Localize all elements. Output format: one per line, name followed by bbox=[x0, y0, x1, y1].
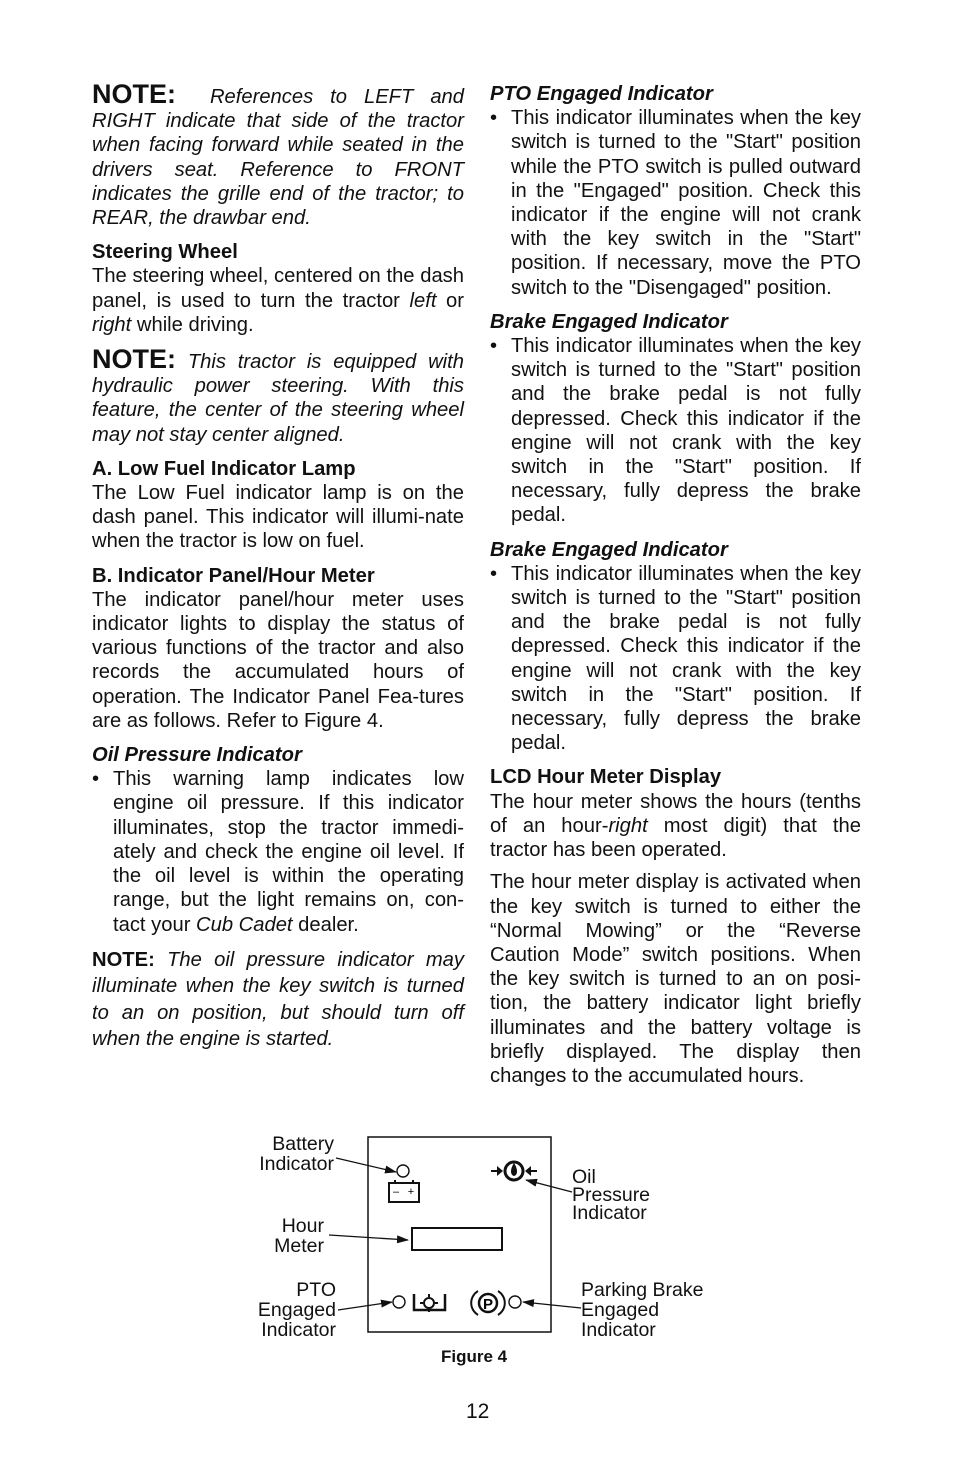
label-hour-meter bbox=[224, 1216, 324, 1256]
steering-text: The steering wheel, centered on the dash panel, is used to turn the tractor bbox=[92, 265, 464, 312]
steering-right-word: right bbox=[92, 313, 132, 336]
lcd-text-end: most digit) that the tractor has been operated. bbox=[490, 814, 861, 862]
bullet-dot: • bbox=[490, 562, 498, 585]
section-heading-low-fuel: A. Low Fuel Indicator Lamp bbox=[92, 457, 356, 480]
hour-meter-leader-arrow bbox=[329, 1235, 408, 1240]
indicator-panel-outline bbox=[368, 1137, 551, 1332]
pto-bullet bbox=[490, 106, 861, 300]
note-label: NOTE: bbox=[92, 948, 155, 971]
right-column bbox=[490, 82, 861, 1088]
brake-bullet bbox=[490, 334, 861, 528]
note-text: References to LEFT and RIGHT indicate that side of the tractor when facing forward while seated in the drivers seat. Reference to FRONT indicates the grille end of the tractor; to REAR, the drawbar end. bbox=[92, 86, 465, 230]
pto-leader-arrow bbox=[338, 1302, 392, 1310]
label-line: Oil bbox=[572, 1166, 596, 1188]
section-heading-brake-engaged: Brake Engaged Indicator bbox=[490, 310, 728, 333]
label-line: Parking Brake bbox=[581, 1279, 704, 1301]
bullet-dot: • bbox=[490, 107, 498, 130]
figure-caption: Figure 4 bbox=[441, 1347, 508, 1366]
label-oil-pressure bbox=[572, 1168, 682, 1222]
note-power-steering bbox=[92, 344, 465, 447]
note-text: The oil pressure indicator may illuminate when the key switch is turned to an on position, but should turn off when the engine is started. bbox=[92, 948, 465, 1051]
note-oil-pressure bbox=[92, 947, 464, 1053]
label-line: Meter bbox=[274, 1235, 324, 1257]
steering-wheel-paragraph bbox=[92, 264, 464, 337]
parking-brake-letter: P bbox=[482, 1296, 494, 1313]
lcd-right-word: right bbox=[608, 814, 648, 837]
battery-minus-sign: – bbox=[392, 1186, 400, 1198]
label-pto-engaged bbox=[230, 1280, 336, 1340]
parking-brake-icon bbox=[471, 1291, 505, 1315]
section-heading-brake-engaged-2: Brake Engaged Indicator bbox=[490, 538, 728, 561]
bullet-dot: • bbox=[490, 335, 498, 358]
page-number: 12 bbox=[466, 1400, 490, 1423]
label-line: Battery bbox=[272, 1133, 334, 1155]
brake-text: This indicator illuminates when the key switch is turned to the "Start" position and the brake pedal is not fully depressed. Check this indicator if the engine will not crank with the key switch in the "Start" position. If necessary, fully depress the brake pedal. bbox=[511, 562, 861, 755]
lcd-paragraph-1 bbox=[490, 790, 861, 863]
note-label: NOTE: bbox=[92, 79, 176, 109]
steering-text-end: while driving. bbox=[131, 313, 254, 336]
label-battery-indicator bbox=[234, 1134, 334, 1174]
battery-lamp-circle bbox=[397, 1165, 409, 1177]
label-line: Engaged bbox=[257, 1299, 336, 1321]
parking-brake-lamp-circle bbox=[509, 1296, 521, 1308]
label-line: Indicator bbox=[581, 1319, 656, 1341]
section-heading-indicator-panel: B. Indicator Panel/Hour Meter bbox=[92, 564, 375, 587]
battery-leader-arrow bbox=[336, 1158, 396, 1172]
oil-can-icon bbox=[491, 1162, 537, 1180]
pto-lamp-circle bbox=[393, 1296, 405, 1308]
section-heading-pto-engaged: PTO Engaged Indicator bbox=[490, 83, 713, 105]
indicator-panel-paragraph: The indicator panel/hour meter uses indicator lights to display the status of various functions of the tractor and also records the accumulated hours of operation. The Indicator Panel Fea-tures are as follows. Refer to Figure 4. bbox=[92, 588, 464, 732]
steering-left-word: left bbox=[409, 289, 437, 312]
oil-leader-arrow bbox=[526, 1180, 572, 1192]
battery-icon bbox=[389, 1180, 419, 1202]
label-line: Indicator bbox=[261, 1319, 336, 1341]
label-line: PTO bbox=[296, 1279, 336, 1301]
bullet-dot: • bbox=[92, 768, 100, 791]
label-line: Indicator bbox=[572, 1202, 647, 1224]
brand-name: Cub Cadet bbox=[196, 913, 293, 936]
section-heading-oil-pressure: Oil Pressure Indicator bbox=[92, 744, 302, 767]
oil-text: This warning lamp indicates low engine oil pressure. If this indicator illuminates, stop the tractor immedi-ately and check the engine oil level. If the oil level is within the operating range, but the light remains on, con-tact your bbox=[113, 768, 464, 936]
low-fuel-paragraph: The Low Fuel indicator lamp is on the dash panel. This indicator will illumi-nate when the tractor is low on fuel. bbox=[92, 482, 464, 553]
section-heading-steering-wheel: Steering Wheel bbox=[92, 241, 238, 264]
label-parking-brake bbox=[581, 1280, 731, 1340]
label-line: Indicator bbox=[259, 1153, 334, 1175]
oil-pressure-bullet bbox=[92, 767, 464, 936]
pto-icon bbox=[414, 1294, 445, 1312]
oil-text-end: dealer. bbox=[292, 913, 359, 936]
note-label: NOTE: bbox=[92, 344, 176, 375]
brake-text: This indicator illuminates when the key switch is turned to the "Start" position and the brake pedal is not fully depressed. Check this indicator if the engine will not crank with the key switch in the "Start" position. If necessary, fully depress the brake pedal. bbox=[511, 335, 861, 527]
brake-bullet-2 bbox=[490, 562, 861, 756]
label-line: Pressure bbox=[572, 1184, 651, 1206]
lcd-text: The hour meter shows the hours (tenths of an hour- bbox=[490, 790, 861, 837]
hour-meter-display bbox=[412, 1228, 502, 1250]
steering-or-word: or bbox=[436, 289, 465, 312]
pto-text: This indicator illuminates when the key switch is turned to the "Start" position while the PTO switch is pulled outward in the "Engaged" position. Check this indicator if the engine will not crank with the key switch in the "Start" position. If necessary, move the PTO switch to the "Disengaged" position. bbox=[511, 107, 861, 299]
parking-brake-leader-arrow bbox=[523, 1302, 581, 1308]
lcd-paragraph-2: The hour meter display is activated when the key switch is turned to either the “Normal Mowing” or the “Reverse Caution Mode” switch positions. When the key switch is turned to an on posi-tion, the battery indicator light briefly illuminates and the battery voltage is briefly displayed. The display then changes to the accumulated hours. bbox=[490, 871, 861, 1087]
battery-plus-sign: + bbox=[407, 1186, 415, 1198]
section-heading-lcd-hour-meter: LCD Hour Meter Display bbox=[490, 766, 722, 789]
label-line: Engaged bbox=[581, 1299, 660, 1321]
note-references bbox=[92, 79, 465, 230]
left-column bbox=[92, 79, 465, 1053]
label-line: Hour bbox=[281, 1215, 324, 1237]
note-text: This tractor is equipped with hydraulic power steering. With this feature, the center of the steering wheel may not stay center aligned. bbox=[92, 351, 465, 446]
